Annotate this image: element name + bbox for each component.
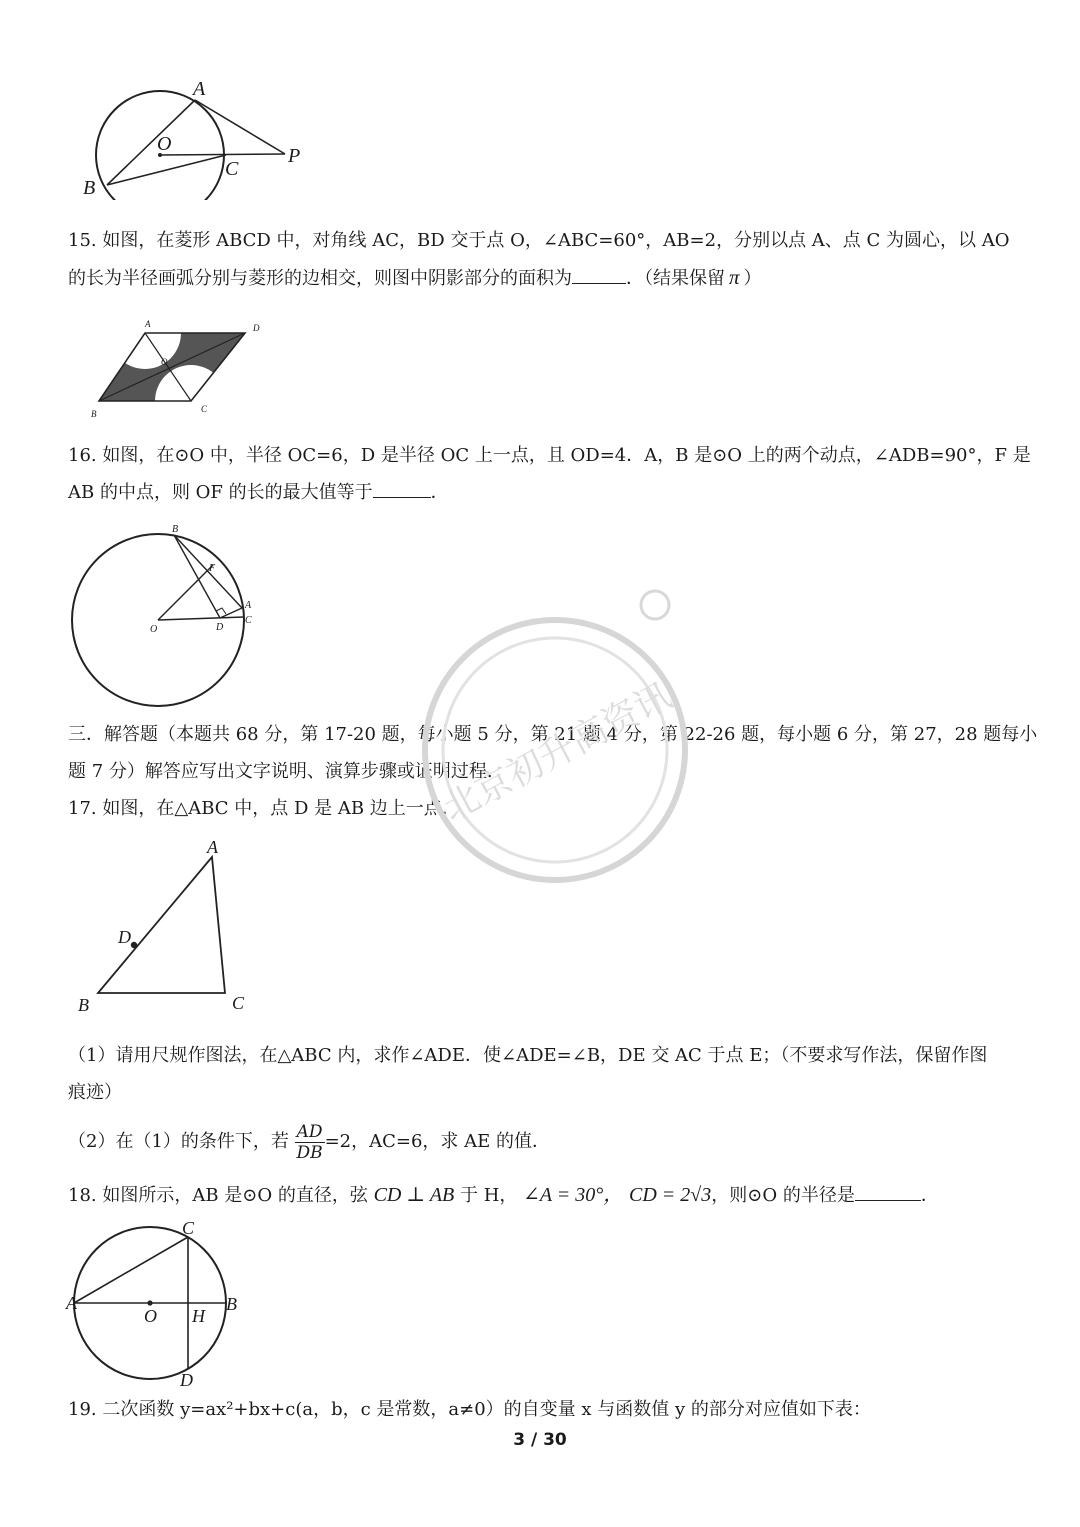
q15-line2-rest: ．（结果保留 bbox=[626, 268, 725, 289]
figure-q14-circle-tangent bbox=[80, 70, 320, 200]
q16-line2-end: ． bbox=[430, 482, 449, 503]
fig17-label-a: A bbox=[207, 837, 218, 857]
fig18-label-a: A bbox=[66, 1293, 77, 1313]
q18-answer-blank bbox=[855, 1178, 921, 1201]
fig14-label-a: A bbox=[193, 78, 206, 100]
fig15-label-d: D bbox=[253, 323, 260, 333]
q16-line1: 16. 如图，在⊙O 中，半径 OC=6，D 是半径 OC 上一点，且 OD=4．A，B 是⊙O 上的两个动点，∠ADB=90°，F 是 bbox=[68, 445, 1031, 466]
q15-line2-close: ） bbox=[743, 268, 762, 289]
fig14-label-b: B bbox=[83, 177, 96, 199]
watermark-text: 北京初升高资讯 bbox=[436, 675, 679, 830]
fig16-label-a: A bbox=[245, 600, 252, 611]
fig14-label-c: C bbox=[225, 158, 239, 180]
fig17-label-b: B bbox=[78, 995, 89, 1015]
q17-part2 bbox=[68, 1118, 550, 1166]
q15-line2 bbox=[68, 259, 762, 297]
q18-line1 bbox=[68, 1177, 939, 1214]
q18-angle-a: ∠A = 30°， bbox=[523, 1184, 624, 1206]
fig18-label-b: B bbox=[226, 1294, 237, 1314]
q17-part2-rest: =2，AC=6，求 AE 的值． bbox=[324, 1131, 550, 1152]
q19-line1: 19. 二次函数 y=ax²+bx+c(a，b，c 是常数，a≠0）的自变量 x 与函数值 y 的部分对应值如下表： bbox=[68, 1399, 871, 1420]
q15-answer-blank bbox=[572, 261, 626, 284]
fig18-label-o: O bbox=[144, 1306, 157, 1326]
q16-line2-text: AB 的中点，则 OF 的长的最大值等于 bbox=[68, 482, 373, 503]
q15-line2-text: 的长为半径画弧分别与菱形的边相交，则图中阴影部分的面积为 bbox=[68, 268, 572, 289]
fig15-label-c: C bbox=[201, 404, 208, 414]
fig15-label-a: A bbox=[145, 319, 151, 329]
q17-part2-text: （2）在（1）的条件下，若 bbox=[68, 1131, 289, 1152]
fraction-numerator: AD bbox=[296, 1121, 323, 1142]
fig14-label-p: P bbox=[288, 145, 301, 167]
page-number: 3 / 30 bbox=[513, 1430, 567, 1450]
q17-part1-line1: （1）请用尺规作图法，在△ABC 内，求作∠ADE．使∠ADE=∠B，DE 交 AC 于点 E；（不要求写作法，保留作图 bbox=[68, 1045, 988, 1066]
q18-text-f: ，则⊙O 的半径是 bbox=[711, 1185, 855, 1206]
fraction-denominator: DB bbox=[296, 1142, 323, 1163]
fraction-ad-over-db bbox=[295, 1122, 325, 1163]
q18-cd-perp-ab: CD ⊥ AB bbox=[373, 1184, 455, 1206]
q17-part1-line2: 痕迹） bbox=[68, 1082, 122, 1103]
q18-text-a: 18. 如图所示，AB 是⊙O 的直径，弦 bbox=[68, 1185, 368, 1206]
fig16-label-b: B bbox=[172, 524, 179, 535]
section3-line1: 三．解答题（本题共 68 分，第 17-20 题，每小题 5 分，第 21 题 4 分，第 22-26 题，每小题 6 分，第 27，28 题每小 bbox=[68, 724, 1038, 745]
q15-line1: 15. 如图，在菱形 ABCD 中，对角线 AC，BD 交于点 O，∠ABC=60°，AB=2，分别以点 A、点 C 为圆心，以 AO bbox=[68, 230, 1010, 251]
q18-cd-value: CD = 2√3 bbox=[629, 1184, 712, 1206]
fig17-label-d: D bbox=[118, 927, 131, 947]
fig18-label-d: D bbox=[180, 1370, 193, 1388]
q15-pi-symbol: π bbox=[729, 265, 740, 289]
q16-line2 bbox=[68, 474, 449, 511]
figure-q16-circle bbox=[60, 520, 280, 715]
fig15-label-o: O bbox=[161, 357, 168, 367]
fig18-label-h: H bbox=[192, 1306, 205, 1326]
q17-stem: 17. 如图，在△ABC 中，点 D 是 AB 边上一点． bbox=[68, 798, 460, 819]
fig16-label-d: D bbox=[216, 622, 224, 633]
fig16-label-c: C bbox=[245, 615, 252, 626]
q18-text-g: ． bbox=[920, 1185, 939, 1206]
figure-q18-circle bbox=[62, 1218, 252, 1388]
fig17-label-c: C bbox=[232, 993, 245, 1013]
fig16-label-f: F bbox=[209, 563, 216, 574]
fig15-label-b: B bbox=[91, 409, 97, 419]
section3-line2: 题 7 分）解答应写出文字说明、演算步骤或证明过程. bbox=[68, 761, 493, 782]
fig18-label-c: C bbox=[182, 1218, 195, 1238]
figure-q17-triangle bbox=[70, 835, 260, 1020]
q16-answer-blank bbox=[373, 475, 431, 498]
q18-text-c: 于 H， bbox=[460, 1185, 518, 1206]
figure-q15-rhombus bbox=[85, 315, 275, 425]
fig14-label-o: O bbox=[157, 133, 172, 155]
fig16-label-o: O bbox=[150, 624, 158, 635]
